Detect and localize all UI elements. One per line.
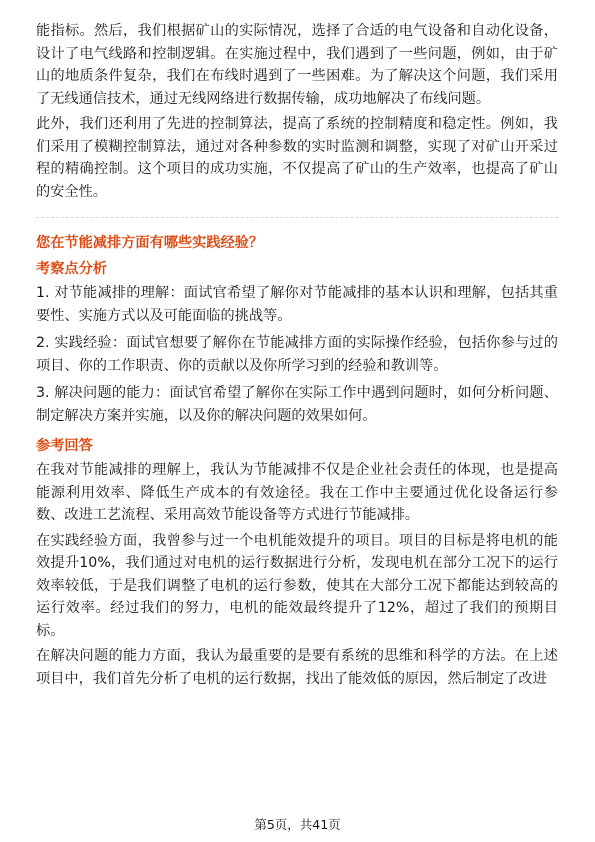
analysis-heading: 考察点分析 [36, 261, 107, 277]
section-divider [36, 217, 558, 218]
answer-heading: 参考回答 [36, 438, 93, 454]
intro-paragraph-1: 能指标。然后，我们根据矿山的实际情况，选择了合适的电气设备和自动化设备，设计了电气线路和控制逻辑。在实施过程中，我们遇到了一些问题，例如，由于矿山的地质条件复杂，我们在布线时遇到了一些困难。为了解决这个问题，我们采用了无线通信技术，通过无线网络进行数据传输，成功地解决了布线问题。 [36, 23, 558, 107]
page-number-footer: 第5页，共41页 [254, 817, 341, 832]
answer-paragraph-1: 在我对节能减排的理解上，我认为节能减排不仅是企业社会责任的体现，也是提高能源利用效率、降低生产成本的有效途径。我在工作中主要通过优化设备运行参数、改进工艺流程、采用高效节能设备等方式进行节能减排。 [36, 462, 558, 523]
question-heading: 您在节能减排方面有哪些实践经验？ [36, 235, 264, 251]
answer-paragraph-2: 在实践经验方面，我曾参与过一个电机能效提升的项目。项目的目标是将电机的能效提升10%，我们通过对电机的运行数据进行分析，发现电机在部分工况下的运行效率较低，于是我们调整了电机的运行参数，使其在大部分工况下都能达到较高的运行效率。经过我们的努力，电机的能效最终提升了12%，超过了我们的预期目标。 [36, 532, 558, 639]
analysis-item-3: 3. 解决问题的能力：面试官希望了解你在实际工作中遇到问题时，如何分析问题、制定解决方案并实施，以及你的解决问题的效果如何。 [36, 385, 558, 424]
page-content [36, 20, 558, 693]
analysis-item-2: 2. 实践经验：面试官想要了解你在节能减排方面的实际操作经验，包括你参与过的项目、你的工作职责、你的贡献以及你所学习到的经验和教训等。 [36, 335, 558, 374]
analysis-item-1: 1. 对节能减排的理解：面试官希望了解你对节能减排的基本认识和理解，包括其重要性、实施方式以及可能面临的挑战等。 [36, 285, 558, 324]
intro-paragraph-2: 此外，我们还利用了先进的控制算法，提高了系统的控制精度和稳定性。例如，我们采用了模糊控制算法，通过对各种参数的实时监测和调整，实现了对矿山开采过程的精确控制。这个项目的成功实施，不仅提高了矿山的生产效率，也提高了矿山的安全性。 [36, 116, 558, 200]
answer-paragraph-3: 在解决问题的能力方面，我认为最重要的是要有系统的思维和科学的方法。在上述项目中，我们首先分析了电机的运行数据，找出了能效低的原因，然后制定了改进 [36, 648, 558, 687]
